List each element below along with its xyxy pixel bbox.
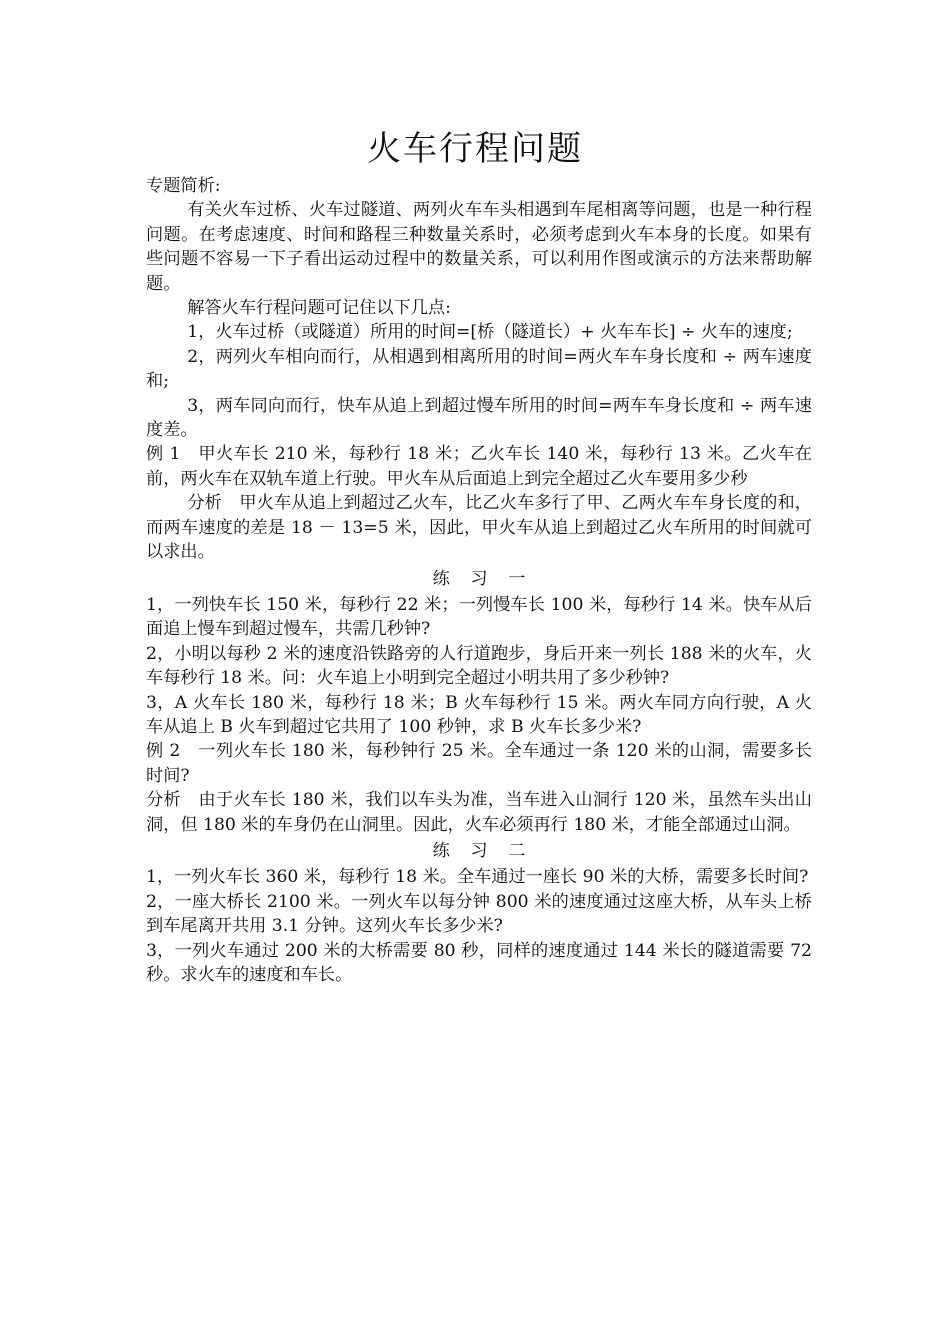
intro-paragraph: 有关火车过桥、火车过隧道、两列火车车头相遇到车尾相离等问题，也是一种行程问题。在考虑速度、时间和路程三种数量关系时，必须考虑到火车本身的长度。如果有些问题不容易一下子看出运动过程中的数量关系，可以利用作图或演示的方法来帮助解题。 — [146, 200, 812, 294]
practice-1-heading: 练习一 — [432, 568, 547, 589]
key-point-3: 3，两车同向而行，快车从追上到超过慢车所用的时间=两车车身长度和 ÷ 两车速度差。 — [146, 395, 812, 441]
practice-2-question-2: 2，一座大桥长 2100 米。一列火车以每分钟 800 米的速度通过这座大桥，从车头上桥到车尾离开共用 3.1 分钟。这列火车长多少米? — [146, 891, 812, 937]
example-2: 例 2 一列火车长 180 米，每秒钟行 25 米。全车通过一条 120 米的山洞，需要多长时间? — [146, 741, 812, 786]
key-point-1: 1，火车过桥（或隧道）所用的时间=[桥（隧道长）+ 火车车长] ÷ 火车的速度; — [187, 322, 793, 343]
practice-1-question-1: 1，一列快车长 150 米，每秒行 22 米；一列慢车长 100 米，每秒行 14 米。快车从后面追上慢车到超过慢车，共需几秒钟? — [146, 594, 812, 640]
practice-2-question-1: 1，一列火车长 360 米，每秒行 18 米。全车通过一座长 90 米的大桥，需要多长时间? — [146, 867, 809, 888]
analysis-2: 分析 由于火车长 180 米，我们以车头为准，当车进入山洞行 120 米，虽然车头出山洞，但 180 米的车身仍在山洞里。因此，火车必须再行 180 米，才能全部通过山洞。 — [146, 790, 812, 835]
section-label: 专题简析: — [146, 176, 221, 196]
key-points-heading: 解答火车行程问题可记住以下几点: — [187, 298, 451, 319]
document-body — [146, 174, 812, 987]
document-title: 火车行程问题 — [367, 129, 583, 169]
analysis-1: 分析 甲火车从追上到超过乙火车，比乙火车多行了甲、乙两火车车身长度的和，而两车速度的差是 18 － 13=5 米，因此，甲火车从追上到超过乙火车所用的时间就可以求出。 — [146, 493, 812, 563]
practice-2-heading: 练习二 — [432, 840, 547, 861]
example-1: 例 1 甲火车长 210 米，每秒行 18 米；乙火车长 140 米，每秒行 13 米。乙火车在前，两火车在双轨车道上行驶。甲火车从后面追上到完全超过乙火车要用多少秒 — [146, 444, 812, 489]
practice-1-question-3: 3，A 火车长 180 米，每秒行 18 米；B 火车每秒行 15 米。两火车同方向行驶，A 火车从追上 B 火车到超过它共用了 100 秒钟，求 B 火车长多少米? — [146, 692, 812, 737]
practice-2-question-3: 3，一列火车通过 200 米的大桥需要 80 秒，同样的速度通过 144 米长的隧道需要 72 秒。求火车的速度和车长。 — [146, 940, 812, 985]
practice-1-question-2: 2，小明以每秒 2 米的速度沿铁路旁的人行道跑步，身后开来一列长 188 米的火车，火车每秒行 18 米。问：火车追上小明到完全超过小明共用了多少秒钟? — [146, 643, 812, 689]
key-point-2: 2，两列火车相向而行，从相遇到相离所用的时间=两火车车身长度和 ÷ 两车速度和; — [146, 346, 812, 392]
